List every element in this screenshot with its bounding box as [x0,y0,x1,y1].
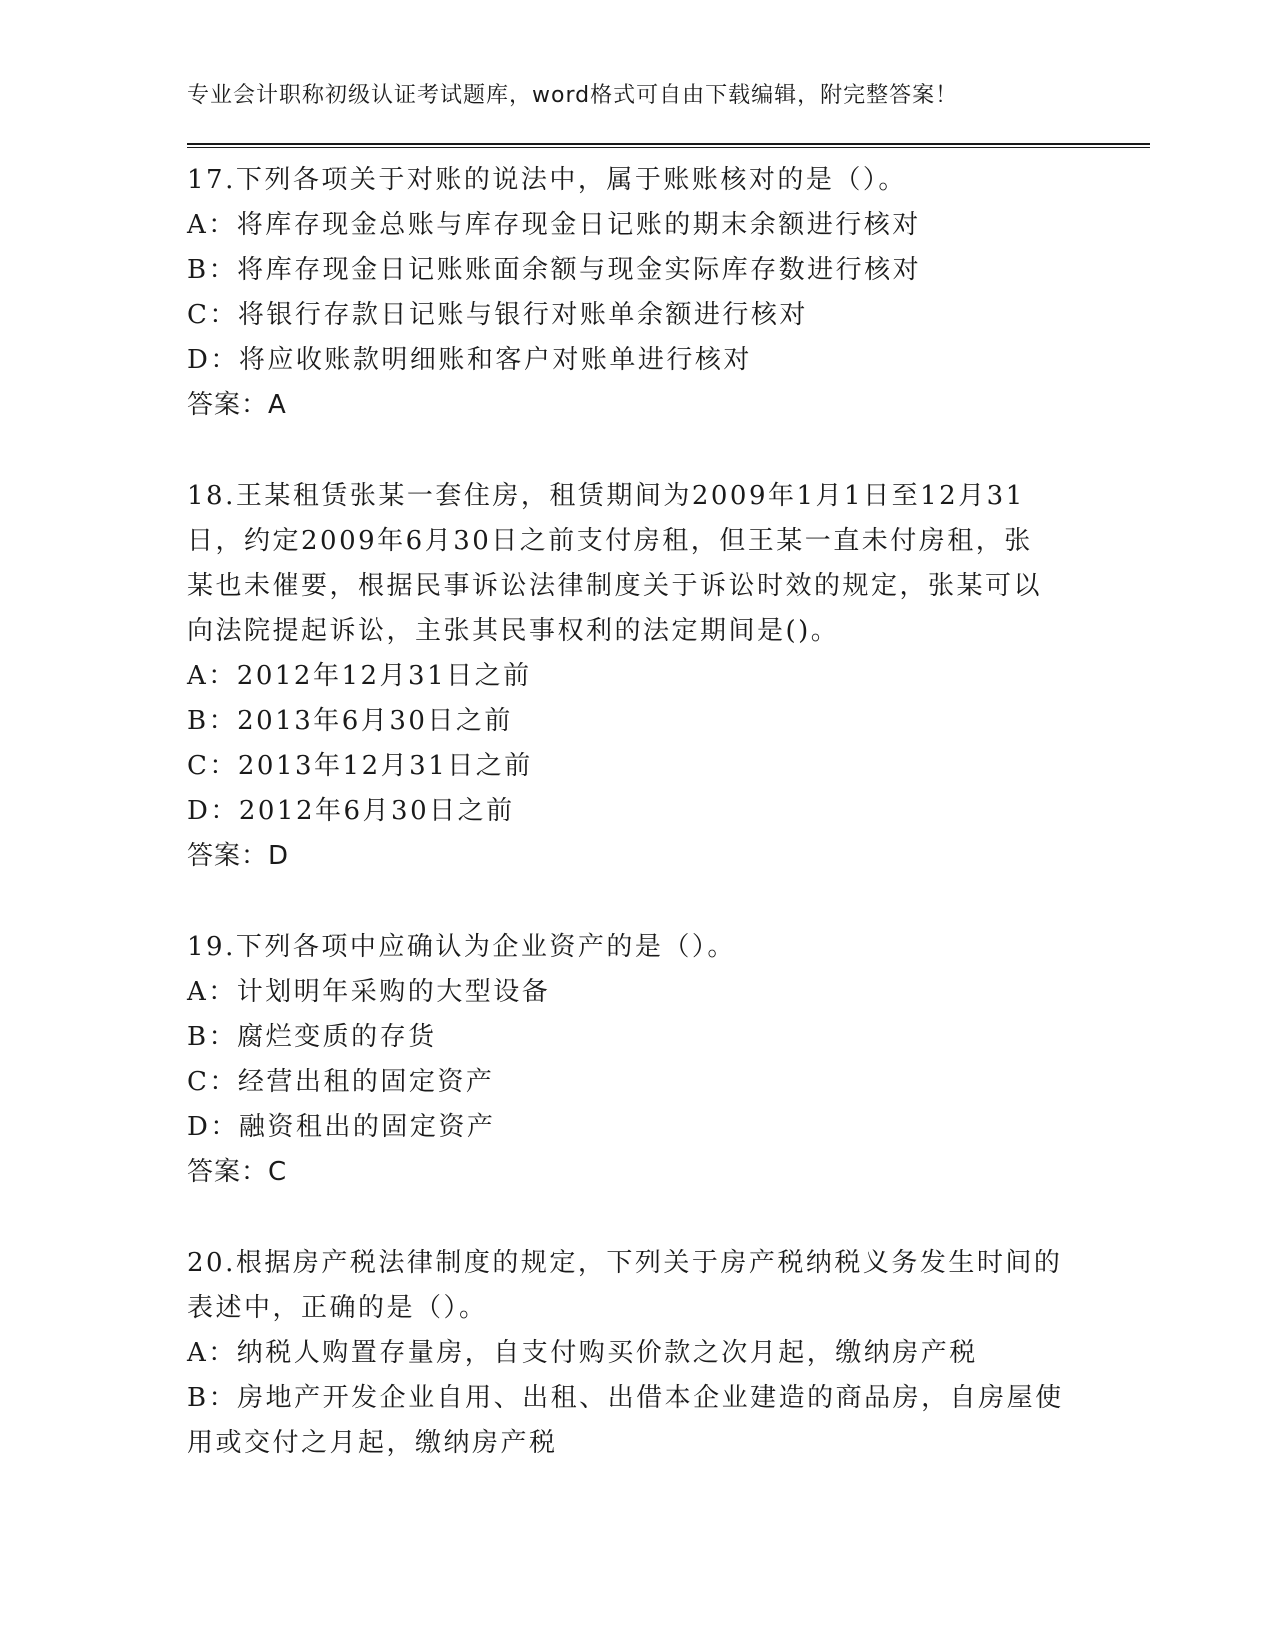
answer-line: 答案：A [187,390,287,420]
answer-line: 答案：C [187,1157,288,1187]
question-stem: 18.王某租赁张某一套住房，租赁期间为2009年1月1日至12月31 [187,481,1025,511]
question-spacer [187,428,1077,474]
question-18 [187,474,1077,879]
question-17 [187,158,1077,428]
option-b: B：房地产开发企业自用、出租、出借本企业建造的商品房，自房屋使 [187,1383,1064,1413]
question-stem: 17.下列各项关于对账的说法中，属于账账核对的是（）。 [187,165,907,195]
option-a: A：纳税人购置存量房，自支付购买价款之次月起，缴纳房产税 [187,1338,978,1368]
question-stem: 20.根据房产税法律制度的规定，下列关于房产税纳税义务发生时间的 [187,1248,1063,1278]
option-b: B：腐烂变质的存货 [187,1022,437,1052]
question-stem: 某也未催要，根据民事诉讼法律制度关于诉讼时效的规定，张某可以 [187,571,1043,601]
option-a: A：将库存现金总账与库存现金日记账的期末余额进行核对 [187,210,921,240]
question-spacer [187,1195,1077,1241]
option-d: D：2012年6月30日之前 [187,796,515,826]
option-c: C：将银行存款日记账与银行对账单余额进行核对 [187,300,808,330]
option-a: A：2012年12月31日之前 [187,661,532,691]
header-divider [187,143,1150,148]
option-c: C：经营出租的固定资产 [187,1067,495,1097]
question-spacer [187,879,1077,925]
option-b-continued: 用或交付之月起，缴纳房产税 [187,1428,558,1458]
question-stem: 表述中，正确的是（）。 [187,1293,488,1323]
option-b: B：2013年6月30日之前 [187,706,513,736]
answer-line: 答案：D [187,841,290,871]
option-c: C：2013年12月31日之前 [187,751,533,781]
question-stem: 向法院提起诉讼，主张其民事权利的法定期间是()。 [187,616,840,646]
option-b: B：将库存现金日记账账面余额与现金实际库存数进行核对 [187,255,922,285]
question-stem: 19.下列各项中应确认为企业资产的是（）。 [187,932,736,962]
question-stem: 日，约定2009年6月30日之前支付房租，但王某一直未付房租，张 [187,526,1033,556]
option-d: D：融资租出的固定资产 [187,1112,496,1142]
question-19 [187,925,1077,1195]
question-list [187,158,1077,1466]
option-a: A：计划明年采购的大型设备 [187,977,551,1007]
option-d: D：将应收账款明细账和客户对账单进行核对 [187,345,752,375]
question-20 [187,1241,1077,1466]
page-header: 专业会计职称初级认证考试题库，word格式可自由下载编辑，附完整答案！ [187,83,959,108]
